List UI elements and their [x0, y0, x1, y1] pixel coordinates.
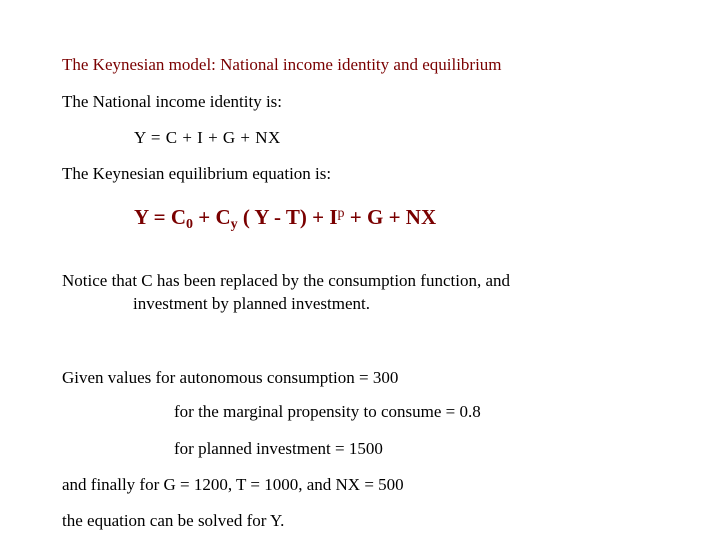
- equation-part: + C: [193, 205, 231, 229]
- identity-equation: Y = C + I + G + NX: [134, 128, 281, 147]
- conclusion-text: the equation can be solved for Y.: [62, 511, 285, 530]
- given-autonomous-consumption: Given values for autonomous consumption = 300: [62, 368, 399, 387]
- notice-text-line-1: Notice that C has been replaced by the consumption function, and: [62, 271, 511, 290]
- equilibrium-intro: The Keynesian equilibrium equation is:: [62, 164, 332, 183]
- equilibrium-equation: [134, 200, 436, 239]
- equation-subscript: y: [230, 217, 238, 232]
- equation-superscript: p: [337, 206, 345, 221]
- identity-intro: The National income identity is:: [62, 92, 283, 111]
- equation-subscript: 0: [186, 217, 194, 232]
- given-government-tax-netexports: and finally for G = 1200, T = 1000, and NX = 500: [62, 475, 404, 494]
- given-marginal-propensity: for the marginal propensity to consume = 0.8: [174, 402, 481, 421]
- given-planned-investment: for planned investment = 1500: [174, 439, 383, 458]
- equation-part: Y = C: [134, 205, 187, 229]
- page-title: The Keynesian model: National income identity and equilibrium: [62, 55, 502, 74]
- equation-part: ( Y - T) + I: [237, 205, 338, 229]
- equation-part: + G + NX: [344, 205, 437, 229]
- notice-text-line-2: investment by planned investment.: [133, 294, 371, 313]
